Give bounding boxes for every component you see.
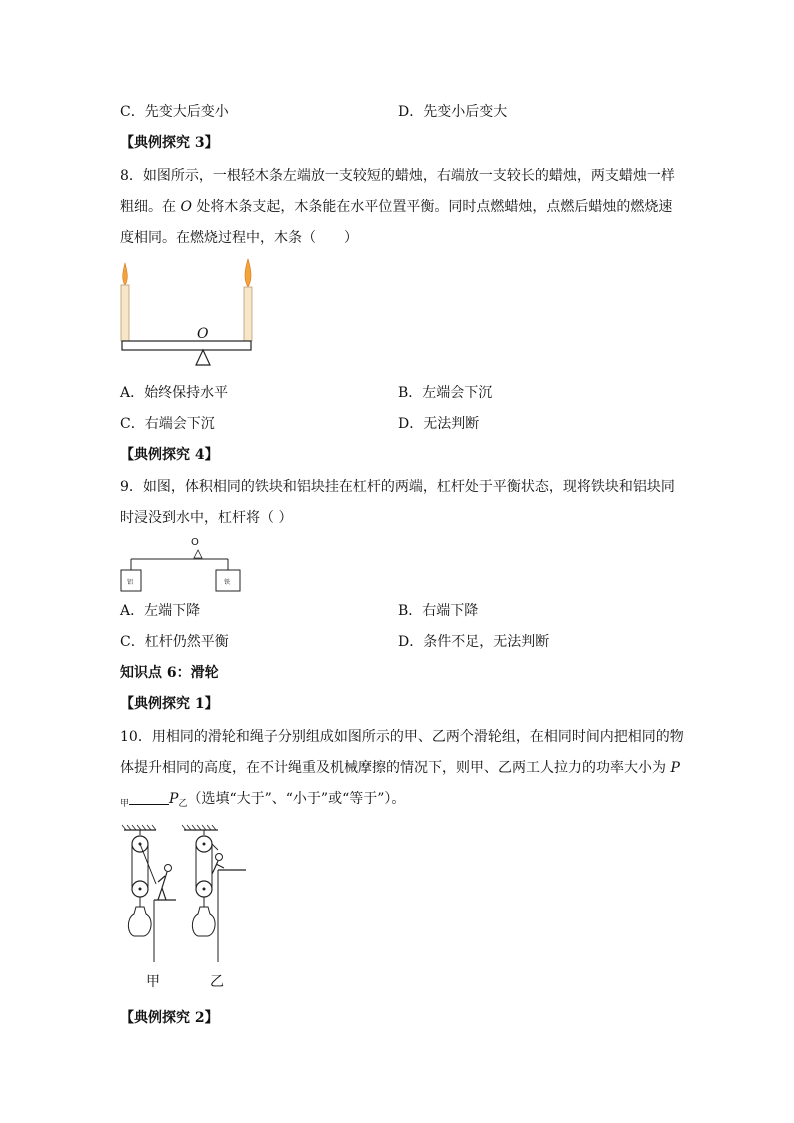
q10-text-line1: 10．用相同的滑轮和绳子分别组成如图所示的甲、乙两个滑轮组，在相同时间内把相同的物	[120, 729, 684, 745]
example-heading-3: 【典例探究 3】	[120, 135, 219, 151]
q8-option-b: B．左端会下沉	[398, 385, 493, 401]
q9-point-o-label: O	[191, 537, 199, 548]
weight-bag-yi	[192, 907, 215, 936]
q10-pulley-figure	[118, 822, 258, 997]
q9-option-c: C．杠杆仍然平衡	[120, 634, 229, 650]
q8-point-o-label: O	[197, 326, 209, 342]
example-heading-4: 【典例探究 4】	[120, 447, 219, 463]
q7-option-c: C．先变大后变小	[120, 104, 229, 120]
q8-option-c: C．右端会下沉	[120, 416, 215, 432]
fulcrum	[194, 550, 202, 558]
q7-option-d: D．先变小后变大	[398, 104, 508, 120]
q8-text-line2: 粗细。在 O 处将木条支起，木条能在水平位置平衡。同时点燃蜡烛，点燃后蜡烛的燃烧速	[120, 199, 673, 215]
example-heading-1: 【典例探究 1】	[120, 696, 219, 712]
q10-text-line3: $_甲$ $P_乙$（选填“大于”、“小于”或“等于”）。	[120, 791, 406, 809]
iron-block-label: 铁	[224, 579, 231, 586]
q9-option-a: A．左端下降	[120, 603, 201, 619]
example-heading-2: 【典例探究 2】	[120, 1010, 219, 1026]
q8-text-line1: 8．如图所示，一根轻木条左端放一支较短的蜡烛，右端放一支较长的蜡烛，两支蜡烛一样	[120, 168, 675, 184]
fulcrum	[196, 350, 210, 365]
label-jia: 甲	[146, 974, 160, 990]
weight-bag-jia	[128, 907, 151, 936]
short-candle	[121, 285, 129, 341]
long-candle	[244, 287, 252, 341]
label-yi: 乙	[210, 974, 224, 990]
aluminum-block-label: 铝	[127, 579, 134, 586]
q8-text-line3: 度相同。在燃烧过程中，木条（ ）	[120, 230, 358, 246]
q9-option-b: B．右端下降	[398, 603, 479, 619]
q9-option-d: D．条件不足，无法判断	[398, 634, 550, 650]
wooden-lever	[122, 341, 251, 350]
right-flame-icon	[245, 259, 251, 287]
q10-text-line2: 体提升相同的高度，在不计绳重及机械摩擦的情况下，则甲、乙两工人拉力的功率大小为 P	[120, 760, 680, 776]
q9-text-line2: 时浸没到水中，杠杆将（ ）	[120, 510, 293, 526]
q9-text-line1: 9．如图，体积相同的铁块和铝块挂在杠杆的两端，杠杆处于平衡状态，现将铁块和铝块同	[120, 479, 675, 495]
q8-candle-lever-figure	[115, 255, 260, 370]
q9-lever-figure	[118, 534, 248, 594]
left-flame-icon	[123, 263, 128, 285]
knowledge-point-heading: 知识点 6：滑轮	[120, 665, 219, 681]
answer-blank	[129, 792, 169, 805]
q8-option-d: D．无法判断	[398, 416, 480, 432]
q8-option-a: A．始终保持水平	[120, 385, 229, 401]
